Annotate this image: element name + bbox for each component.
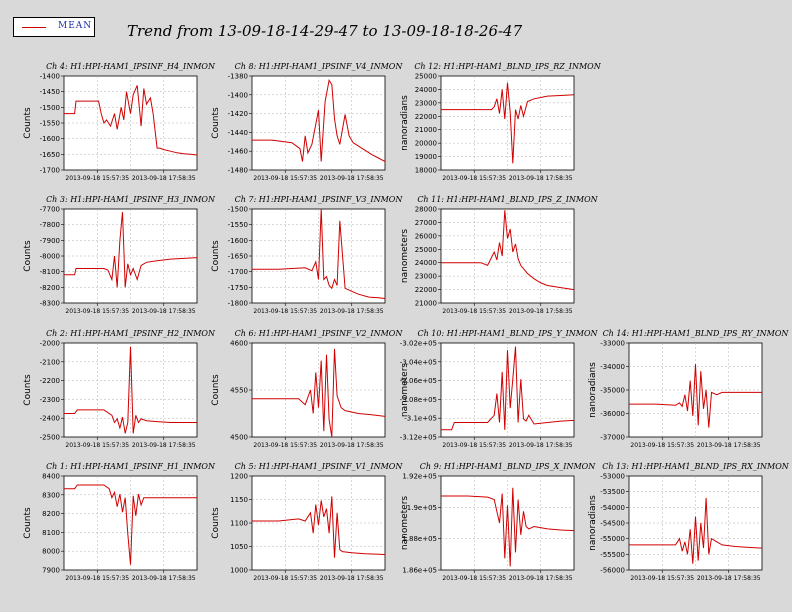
y-tick-label: -1800 — [227, 299, 248, 308]
y-tick-label: -1500 — [39, 103, 60, 112]
y-tick-label: -7800 — [39, 221, 60, 230]
x-tick-label: 2013-09-18 15:57:35 — [630, 442, 695, 449]
y-tick-label: 22000 — [414, 112, 437, 121]
y-tick-label: -1500 — [227, 205, 248, 214]
y-tick-label: 8400 — [42, 472, 60, 481]
chart-title: Ch 6: H1:HPI-HAM1_IPSINF_V2_INMON — [234, 329, 403, 338]
y-tick-label: -8300 — [39, 299, 60, 308]
y-tick-label: 23000 — [414, 99, 437, 108]
chart-4 — [23, 195, 216, 315]
chart-title: Ch 4: H1:HPI-HAM1_IPSINF_H4_INMON — [46, 62, 215, 71]
y-tick-label: -8000 — [39, 252, 60, 261]
y-axis-label: Counts — [23, 507, 33, 539]
y-tick-label: 1.88e+05 — [402, 535, 437, 544]
x-tick-label: 2013-09-18 15:57:35 — [65, 308, 130, 315]
y-axis-label: Counts — [211, 240, 221, 272]
y-tick-label: -3.1e+05 — [404, 414, 437, 423]
x-tick-label: 2013-09-18 15:57:35 — [253, 175, 318, 182]
y-tick-label: 21000 — [414, 126, 437, 135]
y-tick-label: 23000 — [414, 272, 437, 281]
y-tick-label: -55500 — [600, 550, 625, 559]
y-tick-label: -1650 — [227, 252, 248, 261]
y-tick-label: -7900 — [39, 236, 60, 245]
x-tick-label: 2013-09-18 15:57:35 — [442, 442, 507, 449]
y-axis-label: Counts — [211, 107, 221, 139]
y-axis-label: nanometers — [400, 495, 410, 551]
y-tick-label: 4550 — [230, 386, 248, 395]
y-axis-label: nanoradians — [588, 362, 598, 418]
chart-title: Ch 3: H1:HPI-HAM1_IPSINF_H3_INMON — [46, 195, 215, 204]
y-axis-label: nanoradians — [588, 495, 598, 551]
x-tick-label: 2013-09-18 17:58:35 — [131, 175, 196, 182]
y-tick-label: 25000 — [414, 245, 437, 254]
y-tick-label: 1050 — [230, 543, 248, 551]
y-tick-label: -2500 — [39, 433, 60, 442]
chart-title: Ch 9: H1:HPI-HAM1_BLND_IPS_X_INMON — [419, 462, 596, 471]
y-tick-label: 22000 — [414, 286, 437, 295]
x-tick-label: 2013-09-18 17:58:35 — [131, 442, 196, 449]
y-tick-label: -2200 — [39, 377, 60, 386]
chart-14 — [588, 462, 790, 582]
chart-title: Ch 5: H1:HPI-HAM1_IPSINF_V1_INMON — [234, 462, 403, 471]
y-tick-label: -1700 — [227, 268, 248, 277]
y-tick-label: 8200 — [42, 510, 60, 519]
y-tick-label: 24000 — [414, 259, 437, 268]
y-tick-label: -1400 — [227, 91, 248, 100]
chart-2 — [211, 62, 403, 182]
y-tick-label: -2100 — [39, 358, 60, 367]
plot-area — [441, 76, 574, 170]
y-tick-label: -8200 — [39, 283, 60, 292]
y-tick-label: -2400 — [39, 414, 60, 423]
y-tick-label: -53500 — [600, 488, 625, 497]
chart-title: Ch 13: H1:HPI-HAM1_BLND_IPS_RX_INMON — [602, 462, 789, 471]
y-tick-label: -3.04e+05 — [399, 358, 437, 367]
y-tick-label: -1750 — [227, 283, 248, 292]
chart-title: Ch 11: H1:HPI-HAM1_BLND_IPS_Z_INMON — [417, 195, 598, 204]
x-tick-label: 2013-09-18 17:58:35 — [131, 575, 196, 582]
y-tick-label: -1600 — [227, 236, 248, 245]
chart-6 — [400, 195, 599, 315]
y-tick-label: -1460 — [227, 147, 248, 156]
y-tick-label: 1150 — [230, 496, 248, 504]
page-title: Trend from 13-09-18-14-29-47 to 13-09-18-18-26-47 — [127, 22, 523, 40]
plot-area — [441, 209, 574, 303]
y-tick-label: -34000 — [600, 363, 625, 371]
plot-area — [252, 76, 385, 170]
y-tick-label: -1420 — [227, 110, 248, 119]
y-tick-label: -1440 — [227, 128, 248, 137]
y-axis-label: Counts — [23, 107, 33, 139]
y-tick-label: -1380 — [227, 72, 248, 81]
chart-title: Ch 2: H1:HPI-HAM1_IPSINF_H2_INMON — [46, 329, 215, 338]
y-tick-label: 8300 — [42, 491, 60, 500]
y-tick-label: -36000 — [600, 410, 625, 418]
x-tick-label: 2013-09-18 15:57:35 — [65, 442, 130, 449]
y-tick-label: -3.08e+05 — [399, 395, 437, 404]
y-tick-label: 24000 — [414, 85, 437, 94]
y-tick-label: -35000 — [600, 386, 625, 395]
x-tick-label: 2013-09-18 17:58:35 — [508, 308, 573, 315]
y-tick-label: 8000 — [42, 547, 60, 556]
y-tick-label: -56000 — [600, 566, 625, 575]
y-tick-label: -1600 — [39, 135, 60, 144]
y-tick-label: 8100 — [42, 528, 60, 537]
y-axis-label: nanometers — [400, 228, 410, 284]
y-tick-label: -1450 — [39, 88, 60, 97]
y-tick-label: 4600 — [230, 339, 248, 348]
y-tick-label: 28000 — [414, 205, 437, 214]
y-tick-label: -2000 — [39, 339, 60, 348]
x-tick-label: 2013-09-18 17:58:35 — [131, 308, 196, 315]
x-tick-label: 2013-09-18 17:58:35 — [508, 575, 573, 582]
y-tick-label: -1480 — [227, 166, 248, 175]
y-tick-label: -33000 — [600, 339, 625, 348]
x-tick-label: 2013-09-18 17:58:35 — [319, 308, 384, 315]
x-tick-label: 2013-09-18 15:57:35 — [65, 175, 130, 182]
y-tick-label: -1650 — [39, 150, 60, 159]
y-axis-label: nanometers — [400, 362, 410, 418]
x-tick-label: 2013-09-18 15:57:35 — [442, 575, 507, 582]
y-axis-label: Counts — [211, 507, 221, 539]
chart-title: Ch 8: H1:HPI-HAM1_IPSINF_V4_INMON — [234, 62, 403, 71]
y-tick-label: 1000 — [230, 566, 248, 575]
y-tick-label: 19000 — [414, 153, 437, 162]
x-tick-label: 2013-09-18 15:57:35 — [253, 575, 318, 582]
y-tick-label: -3.12e+05 — [399, 433, 437, 442]
chart-12 — [211, 462, 403, 582]
y-tick-label: 18000 — [414, 166, 437, 175]
x-tick-label: 2013-09-18 15:57:35 — [442, 175, 507, 182]
y-tick-label: 25000 — [414, 72, 437, 81]
x-tick-label: 2013-09-18 17:58:35 — [319, 575, 384, 582]
x-tick-label: 2013-09-18 17:58:35 — [508, 175, 573, 182]
y-tick-label: -53000 — [600, 472, 625, 481]
chart-3 — [400, 62, 602, 182]
y-tick-label: 4500 — [230, 433, 248, 442]
y-tick-label: -1700 — [39, 166, 60, 175]
y-tick-label: -7700 — [39, 205, 60, 214]
x-tick-label: 2013-09-18 17:58:35 — [696, 442, 761, 449]
y-tick-label: -1550 — [227, 221, 248, 230]
y-tick-label: -37000 — [600, 433, 625, 442]
y-tick-label: -54000 — [600, 503, 625, 512]
chart-5 — [211, 195, 403, 315]
y-tick-label: 7900 — [42, 566, 60, 575]
legend-label: MEAN — [58, 21, 93, 31]
chart-1 — [23, 62, 216, 182]
y-tick-label: 27000 — [414, 218, 437, 227]
chart-11 — [23, 462, 216, 582]
y-tick-label: 1.92e+05 — [402, 472, 437, 481]
x-tick-label: 2013-09-18 15:57:35 — [253, 308, 318, 315]
y-tick-label: 1.9e+05 — [406, 503, 437, 512]
x-tick-label: 2013-09-18 17:58:35 — [696, 575, 761, 582]
y-axis-label: Counts — [23, 374, 33, 406]
y-tick-label: -3.02e+05 — [399, 339, 437, 348]
y-tick-label: -3.06e+05 — [399, 377, 437, 386]
y-tick-label: -55000 — [600, 535, 625, 544]
chart-title: Ch 7: H1:HPI-HAM1_IPSINF_V3_INMON — [234, 195, 403, 204]
y-tick-label: -2300 — [39, 395, 60, 404]
y-tick-label: -1550 — [39, 119, 60, 128]
y-tick-label: -8100 — [39, 268, 60, 277]
x-tick-label: 2013-09-18 17:58:35 — [319, 442, 384, 449]
chart-title: Ch 14: H1:HPI-HAM1_BLND_IPS_RY_INMON — [602, 329, 789, 338]
y-axis-label: Counts — [23, 240, 33, 272]
chart-7 — [23, 329, 216, 449]
y-tick-label: -54500 — [600, 519, 625, 528]
chart-8 — [211, 329, 403, 449]
chart-9 — [400, 329, 599, 449]
y-tick-label: 1200 — [230, 472, 248, 481]
chart-13 — [400, 462, 596, 582]
y-axis-label: nanoradians — [400, 95, 410, 151]
y-tick-label: 1100 — [230, 519, 248, 528]
x-tick-label: 2013-09-18 15:57:35 — [442, 308, 507, 315]
chart-10 — [588, 329, 789, 449]
chart-title: Ch 10: H1:HPI-HAM1_BLND_IPS_Y_INMON — [417, 329, 598, 338]
y-tick-label: 21000 — [414, 299, 437, 308]
y-axis-label: Counts — [211, 374, 221, 406]
x-tick-label: 2013-09-18 17:58:35 — [508, 442, 573, 449]
chart-title: Ch 1: H1:HPI-HAM1_IPSINF_H1_INMON — [46, 462, 215, 471]
y-tick-label: 20000 — [414, 139, 437, 148]
plot-area — [441, 476, 574, 570]
x-tick-label: 2013-09-18 15:57:35 — [65, 575, 130, 582]
y-tick-label: -1400 — [39, 72, 60, 81]
x-tick-label: 2013-09-18 15:57:35 — [253, 442, 318, 449]
x-tick-label: 2013-09-18 17:58:35 — [319, 175, 384, 182]
x-tick-label: 2013-09-18 15:57:35 — [630, 575, 695, 582]
y-tick-label: 26000 — [414, 232, 437, 241]
chart-title: Ch 12: H1:HPI-HAM1_BLND_IPS_RZ_INMON — [414, 62, 601, 71]
y-tick-label: 1.86e+05 — [402, 566, 437, 575]
